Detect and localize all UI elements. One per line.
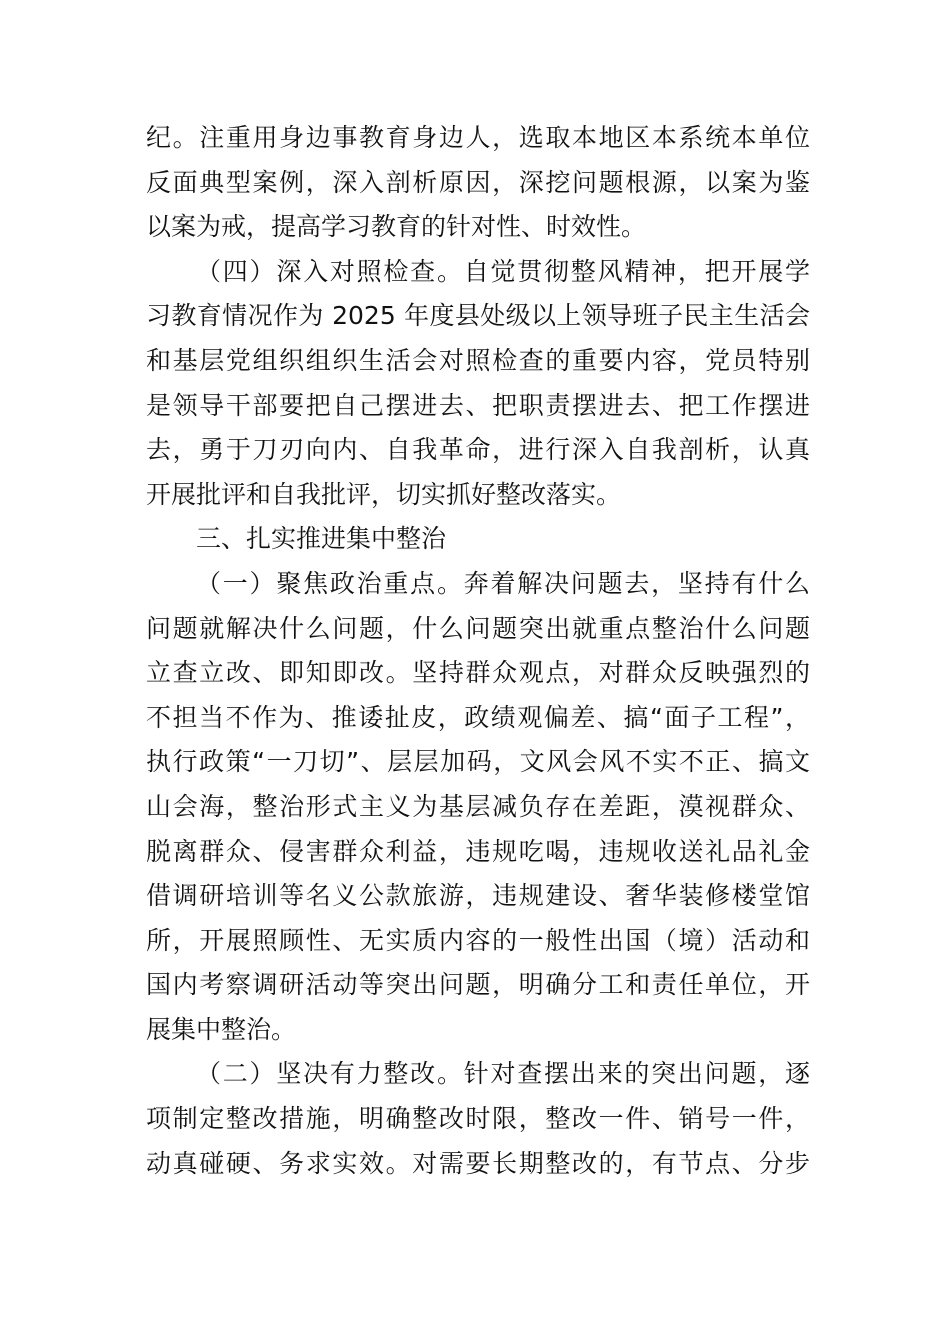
text-line: 项制定整改措施，明确整改时限，整改一件、销号一件，: [146, 1104, 810, 1134]
text-line: 借调研培训等名义公款旅游，违规建设、奢华装修楼堂馆: [146, 881, 810, 911]
text-line: 习教育情况作为 2025 年度县处级以上领导班子民主生活会: [146, 301, 810, 331]
text-line: 不担当不作为、推诿扯皮，政绩观偏差、搞“面子工程”，: [146, 702, 810, 732]
text-line: 国内考察调研活动等突出问题，明确分工和责任单位，开: [146, 970, 810, 1000]
text-line: 问题就解决什么问题，什么问题突出就重点整治什么问题: [146, 613, 810, 643]
text-line: 执行政策“一刀切”、层层加码，文风会风不实不正、搞文: [146, 747, 810, 777]
text-line: 动真碰硬、务求实效。对需要长期整改的，有节点、分步: [146, 1148, 810, 1178]
text-line: 立查立改、即知即改。坚持群众观点，对群众反映强烈的: [146, 658, 810, 688]
text-line: 以案为戒，提高学习教育的针对性、时效性。: [146, 212, 647, 242]
text-line: 脱离群众、侵害群众利益，违规吃喝，违规收送礼品礼金: [146, 836, 810, 866]
text-line: 和基层党组织组织生活会对照检查的重要内容，党员特别: [146, 345, 810, 375]
paragraph-first-line: （四）深入对照检查。自觉贯彻整风精神，把开展学: [196, 256, 810, 286]
text-line: 是领导干部要把自己摆进去、把职责摆进去、把工作摆进: [146, 390, 810, 420]
text-line: 开展批评和自我批评，切实抓好整改落实。: [146, 479, 622, 509]
document-body: [146, 116, 810, 1186]
paragraph-first-line: （二）坚决有力整改。针对查摆出来的突出问题，逐: [196, 1059, 810, 1089]
text-line: 去，勇于刀刃向内、自我革命，进行深入自我剖析，认真: [146, 435, 810, 465]
text-line: 山会海，整治形式主义为基层减负存在差距，漠视群众、: [146, 791, 810, 821]
text-line: 反面典型案例，深入剖析原因，深挖问题根源，以案为鉴: [146, 167, 810, 197]
text-line: 展集中整治。: [146, 1014, 297, 1044]
paragraph-first-line: （一）聚焦政治重点。奔着解决问题去，坚持有什么: [196, 568, 810, 598]
text-line: 所，开展照顾性、无实质内容的一般性出国（境）活动和: [146, 925, 810, 955]
section-heading: 三、扎实推进集中整治: [196, 524, 447, 554]
text-line: 纪。注重用身边事教育身边人，选取本地区本系统本单位: [146, 123, 810, 152]
